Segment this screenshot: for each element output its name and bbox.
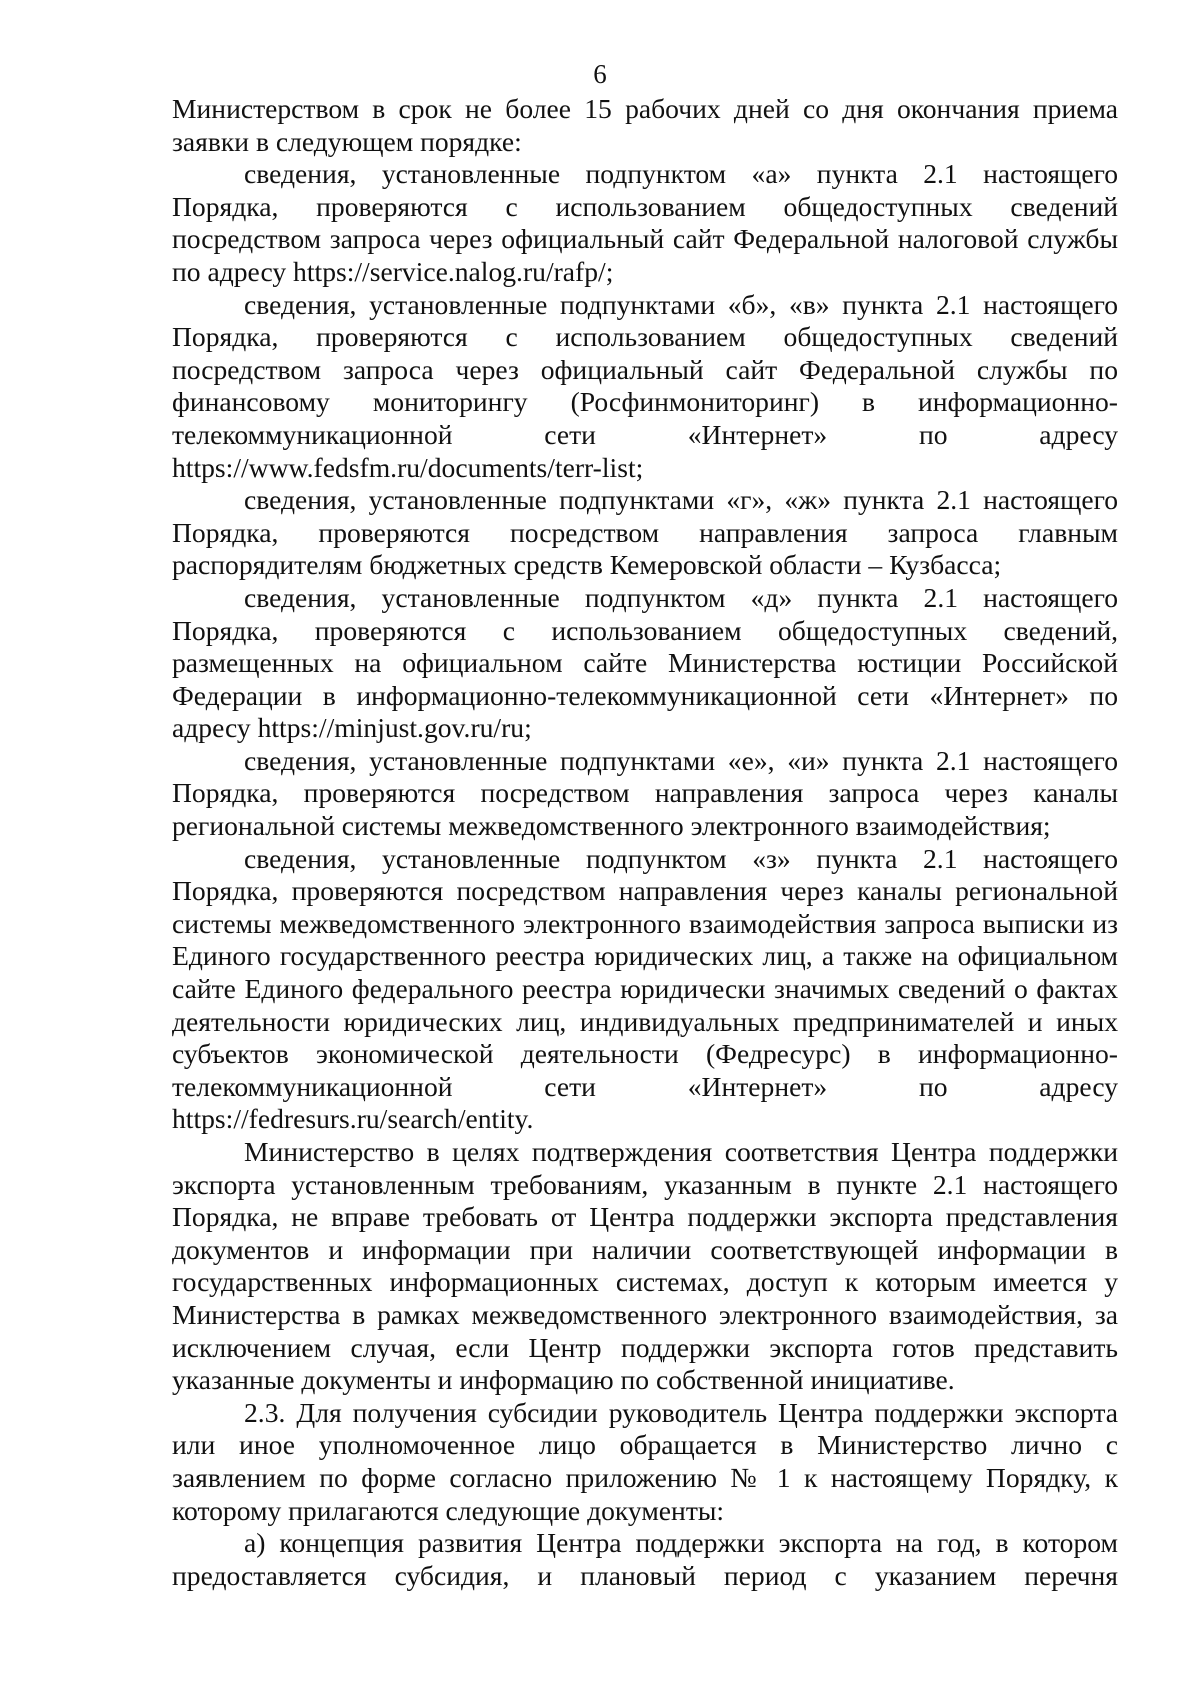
paragraph: 2.3. Для получения субсидии руководитель Центра поддержки экспорта или иное уполномоченное лицо обращается в Министерство лично с заявлением по форме согласно приложению № 1 к настоящему Порядку, к которому прилагаются следующие документы: [172, 1396, 1118, 1526]
paragraph: Министерством в срок не более 15 рабочих дней со дня окончания приема заявки в следующем порядке: [172, 93, 1118, 157]
paragraph: сведения, установленные подпунктом «з» пункта 2.1 настоящего Порядка, проверяются посредством направления через каналы региональной системы межведомственного электронного взаимодействия запроса выписки из Единого государственного реестра юридических лиц, а также на официальном сайте Единого федерального реестра юридически значимых сведений о фактах деятельности юридических лиц, индивидуальных предпринимателей и иных субъектов экономической деятельности (Федресурс) в информационно-телекоммуникационной сети «Интернет» по адресу https://fedresurs.ru/search/entity. [172, 842, 1118, 1135]
paragraph: сведения, установленные подпунктами «б», «в» пункта 2.1 настоящего Порядка, проверяются с использованием общедоступных сведений посредством запроса через официальный сайт Федеральной службы по финансовому мониторингу (Росфинмониторинг) в информационно-телекоммуникационной сети «Интернет» по адресу https://www.fedsfm.ru/documents/terr-list; [172, 288, 1118, 483]
paragraph: сведения, установленные подпунктом «а» пункта 2.1 настоящего Порядка, проверяются с использованием общедоступных сведений посредством запроса через официальный сайт Федеральной налоговой службы по адресу https://service.nalog.ru/rafp/; [172, 158, 1118, 287]
document-body [172, 93, 1118, 1592]
paragraph: сведения, установленные подпунктами «е», «и» пункта 2.1 настоящего Порядка, проверяются посредством направления запроса через каналы региональной системы межведомственного электронного взаимодействия; [172, 744, 1118, 842]
paragraph: Министерство в целях подтверждения соответствия Центра поддержки экспорта установленным требованиям, указанным в пункте 2.1 настоящего Порядка, не вправе требовать от Центра поддержки экспорта представления документов и информации при наличии соответствующей информации в государственных информационных системах, доступ к которым имеется у Министерства в рамках межведомственного электронного взаимодействия, за исключением случая, если Центр поддержки экспорта готов представить указанные документы и информацию по собственной инициативе. [172, 1136, 1118, 1396]
page-number: 6 [593, 59, 607, 89]
paragraph: сведения, установленные подпунктом «д» пункта 2.1 настоящего Порядка, проверяются с использованием общедоступных сведений, размещенных на официальном сайте Министерства юстиции Российской Федерации в информационно-телекоммуникационной сети «Интернет» по адресу https://minjust.gov.ru/ru; [172, 581, 1118, 744]
paragraph: а) концепция развития Центра поддержки экспорта на год, в котором предоставляется субсидия, и плановый период с указанием перечня [172, 1527, 1118, 1591]
paragraph: сведения, установленные подпунктами «г», «ж» пункта 2.1 настоящего Порядка, проверяются посредством направления запроса главным распорядителям бюджетных средств Кемеровской области – Кузбасса; [172, 484, 1118, 581]
